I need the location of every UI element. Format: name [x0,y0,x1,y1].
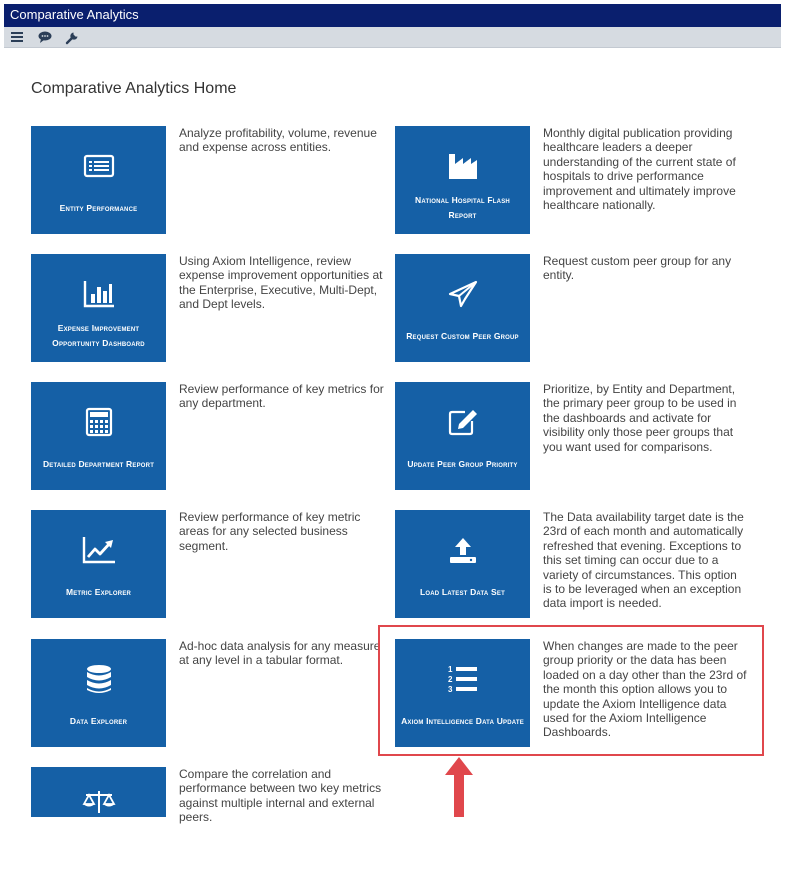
calculator-icon [31,402,166,442]
tile-description: Ad-hoc data analysis for any measure at any level in a tabular format. [179,639,381,668]
svg-text:3: 3 [447,685,452,694]
tile-entity-performance[interactable] [31,126,166,234]
tile-request-custom-peer-group[interactable] [395,254,530,362]
tile-label: Axiom Intelligence Data Update [401,715,524,726]
tile-label: Load Latest Data Set [420,586,505,597]
tile-description: Using Axiom Intelligence, review expense improvement opportunities at the Enterprise, Executive, Multi-Dept, and Dept levels. [179,254,383,312]
tile-label: Data Explorer [69,715,128,726]
tile-description: Review performance of key metric areas for any selected business segment. [179,510,361,553]
tile-detailed-department-report[interactable] [31,382,166,490]
tile-description: Analyze profitability, volume, revenue and expense across entities. [179,126,377,155]
tile-description: The Data availability target date is the 23rd of each month and automatically refreshed that evening. Exceptions to this set timing can occur due to a variety of circumstances. This option is to be leveraged when an exception data import is needed. [543,510,744,611]
page-title: Comparative Analytics Home [31,80,237,97]
list-icon [31,146,166,186]
tile-label: National Hospital Flash Report [415,195,510,220]
arrow-up-icon [444,757,474,817]
factory-icon [395,146,530,186]
menu-icon[interactable] [8,29,26,45]
line-chart-icon [31,530,166,570]
svg-text:2: 2 [447,675,452,684]
tile-metric-explorer[interactable] [31,510,166,618]
svg-text:1: 1 [447,665,452,674]
tile-description: Compare the correlation and performance between two key metrics against multiple internal and external peers. [179,767,382,825]
wrench-icon[interactable] [63,29,81,45]
edit-icon [395,402,530,442]
tile-update-peer-group-priority[interactable] [395,382,530,490]
tile-data-explorer[interactable] [31,639,166,747]
tile-expense-improvement-opportunity-dashboard[interactable] [31,254,166,362]
upload-icon [395,530,530,570]
bar-chart-icon [31,274,166,314]
tile-label: Request Custom Peer Group [406,330,519,341]
tile-description: Monthly digital publication providing healthcare leaders a deeper understanding of the current state of hospitals to drive performance improvement and ultimately improve healthcare nationally. [543,126,736,213]
tile-description: Prioritize, by Entity and Department, the primary peer group to be used in the dashboards and activate for visibility only those peer groups that you want used for comparisons. [543,382,737,454]
tile-description: When changes are made to the peer group priority or the data has been loaded on a day other than the 23rd of the month this option allows you to update the Axiom Intelligence data used for the Axiom Intelligence Dashboards. [543,639,747,740]
tile-description: Review performance of key metrics for any department. [179,382,384,411]
app-title-bar [4,4,781,27]
balance-scale-icon [31,787,166,817]
tile-label [37,829,160,869]
toolbar [4,27,781,48]
comment-icon[interactable] [36,29,54,45]
tile-label: Entity Performance [59,202,138,213]
tile-compare-metrics[interactable] [31,767,166,817]
tile-description: Request custom peer group for any entity. [543,254,732,283]
paper-plane-icon [395,274,530,314]
tile-label: Detailed Department Report [42,458,155,469]
tile-label: Expense Improvement Opportunity Dashboard [52,323,145,348]
tile-label: Update Peer Group Priority [407,458,518,469]
tile-load-latest-data-set[interactable] [395,510,530,618]
tile-national-hospital-flash-report[interactable] [395,126,530,234]
tile-label: Metric Explorer [65,586,132,597]
highlight-box [378,625,764,756]
database-icon [31,659,166,699]
app-title: Comparative Analytics [10,7,139,22]
